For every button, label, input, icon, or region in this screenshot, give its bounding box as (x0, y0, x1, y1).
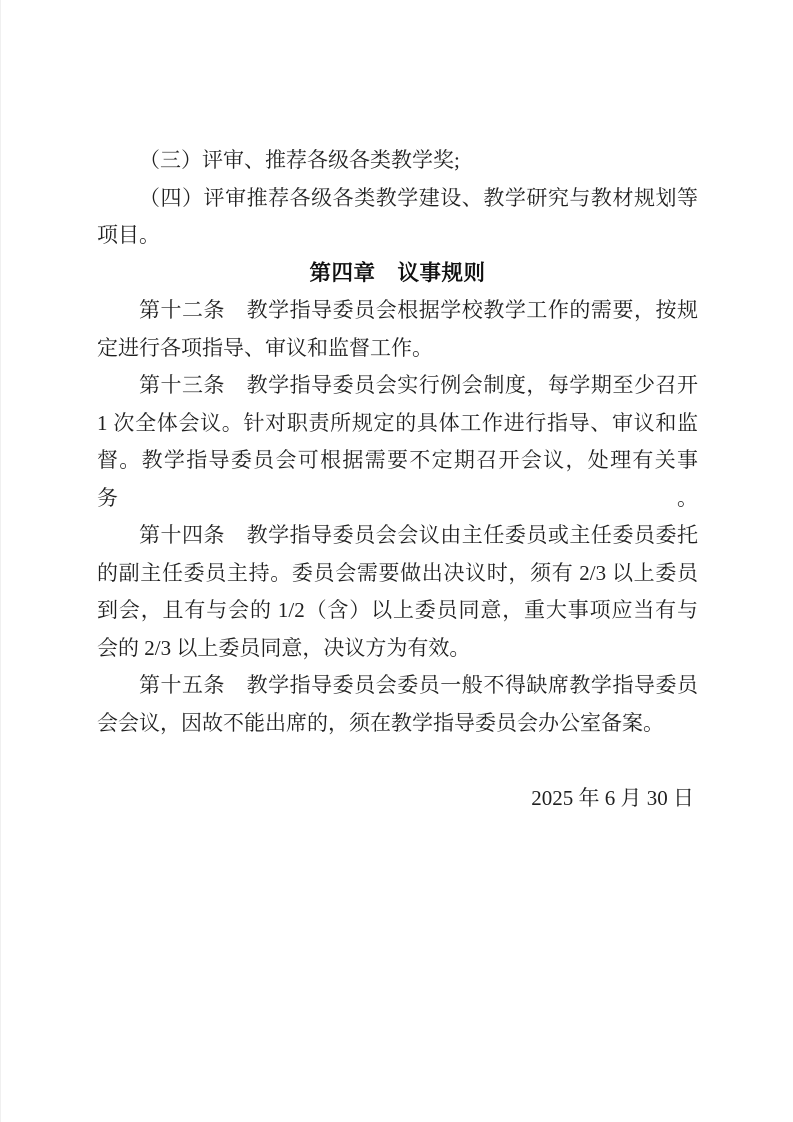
document-line: 的副主任委员主持。委员会需要做出决议时，须有 2/3 以上委员 (97, 560, 698, 585)
document-line: 到会，且有与会的 1/2（含）以上委员同意，重大事项应当有与 (97, 598, 698, 622)
document-line: 第十五条 教学指导委员会委员一般不得缺席教学指导委员 (139, 673, 698, 697)
document-line: （四）评审推荐各级各类教学建设、教学研究与教材规划等 (139, 185, 698, 210)
document-line: 第十四条 教学指导委员会会议由主任委员或主任委员委托 (139, 523, 698, 547)
document-line: 项目。 (97, 223, 160, 247)
chapter-heading: 第四章 议事规则 (309, 260, 486, 285)
document-line: 会的 2/3 以上委员同意，决议方为有效。 (97, 635, 471, 660)
document-line: 第十三条 教学指导委员会实行例会制度，每学期至少召开 (139, 373, 698, 397)
document-text-block (97, 142, 698, 817)
document-line: 会会议，因故不能出席的，须在教学指导委员会办公室备案。 (97, 710, 664, 735)
document-line: 定进行各项指导、审议和监督工作。 (97, 335, 433, 360)
document-line: （三）评审、推荐各级各类教学奖; (139, 148, 460, 172)
document-line: 督。教学指导委员会可根据需要不定期召开会议，处理有关事务。 (97, 448, 698, 510)
document-date: 2025 年 6 月 30 日 (531, 785, 694, 810)
document-line: 1 次全体会议。针对职责所规定的具体工作进行指导、审议和监 (97, 410, 698, 435)
document-line: 第十二条 教学指导委员会根据学校教学工作的需要，按规 (139, 298, 698, 322)
